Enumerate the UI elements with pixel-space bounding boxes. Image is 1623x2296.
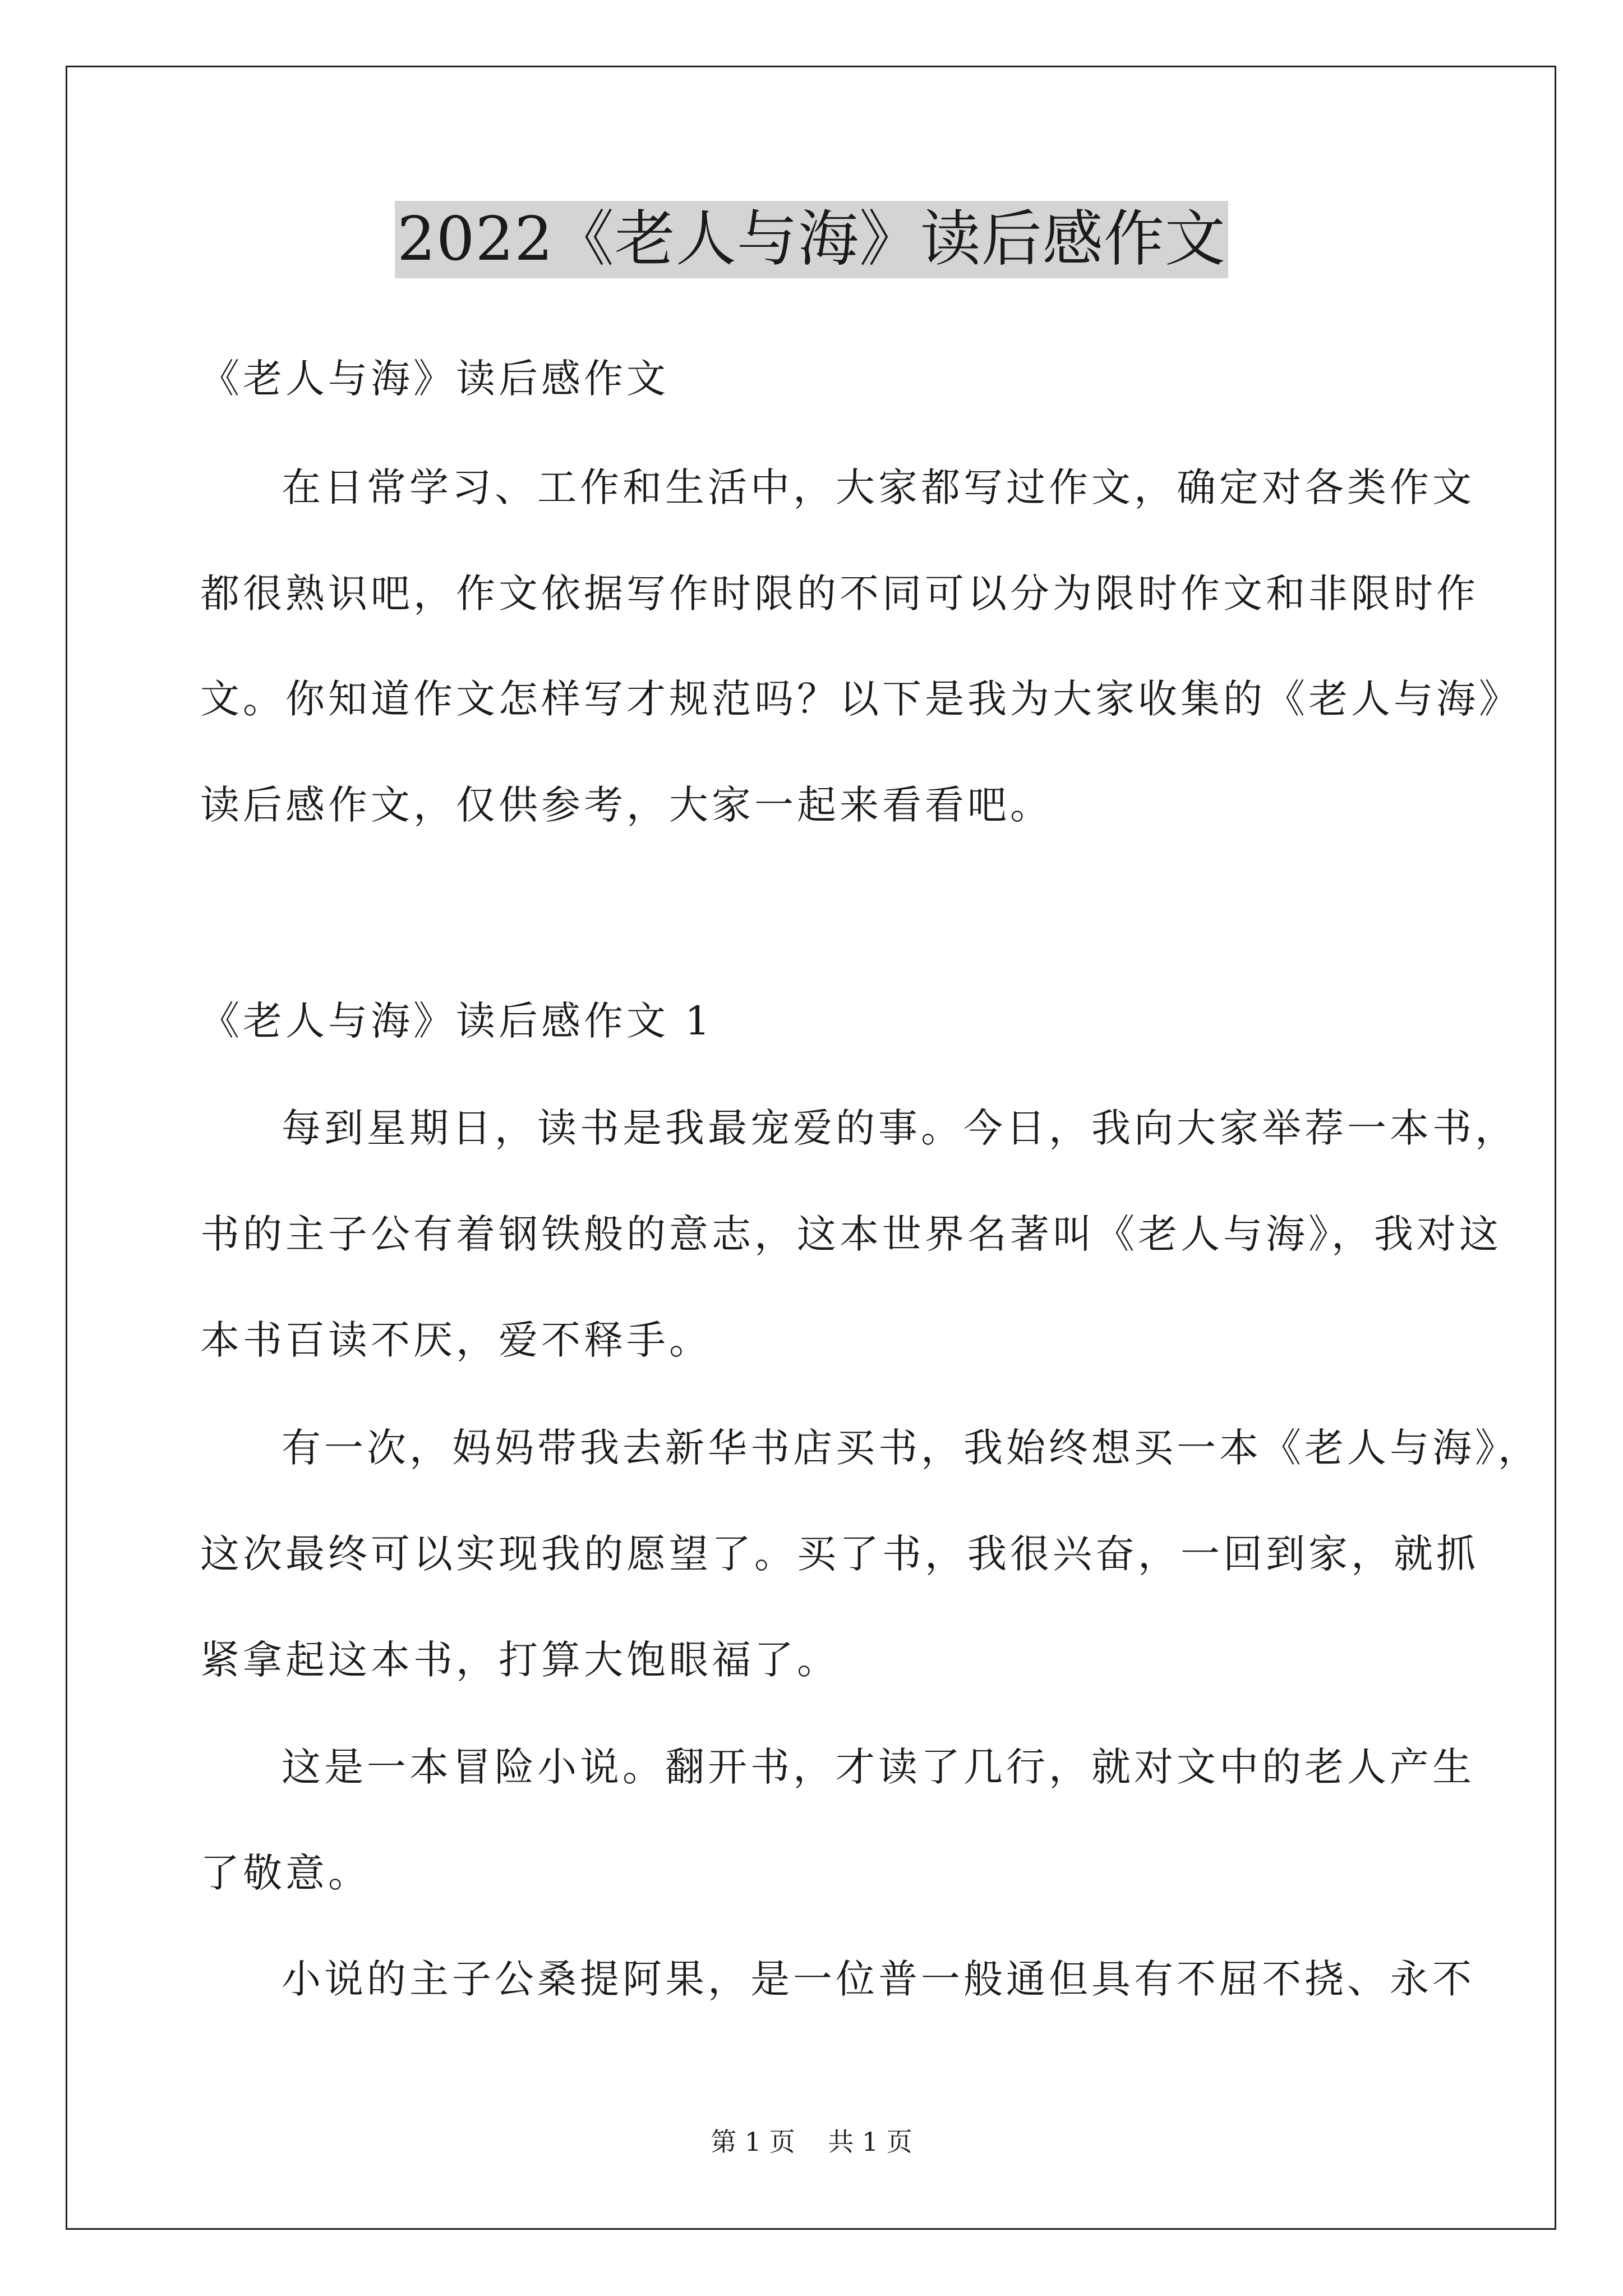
essay-paragraph-line: 每到星期日，读书是我最宠爱的事。今日，我向大家举荐一本书， [282,1105,1518,1151]
intro-paragraph-line: 都很熟识吧，作文依据写作时限的不同可以分为限时作文和非限时作 [200,570,1479,616]
intro-paragraph-line: 文。你知道作文怎样写才规范吗？以下是我为大家收集的《老人与海》 [200,676,1521,722]
essay-paragraph-line: 这是一本冒险小说。翻开书，才读了几行，就对文中的老人产生 [282,1744,1475,1790]
intro-heading: 《老人与海》读后感作文 [200,356,669,402]
document-title: 2022《老人与海》读后感作文 [395,201,1228,278]
page-number-footer: 第 1 页 共 1 页 [711,2127,912,2157]
essay-paragraph-line: 书的主子公有着钢铁般的意志，这本世界名著叫《老人与海》，我对这 [200,1211,1502,1257]
intro-paragraph-line: 在日常学习、工作和生活中，大家都写过作文，确定对各类作文 [282,464,1475,510]
title-container [0,201,1623,278]
essay-paragraph-line: 了敬意。 [200,1850,371,1896]
essay-paragraph-line: 本书百读不厌，爱不释手。 [200,1317,712,1363]
essay-paragraph-line: 紧拿起这本书，打算大饱眼福了。 [200,1637,840,1683]
intro-paragraph-line: 读后感作文，仅供参考，大家一起来看看吧。 [200,782,1053,828]
essay-1-heading: 《老人与海》读后感作文 1 [200,998,713,1044]
essay-paragraph-line: 有一次，妈妈带我去新华书店买书，我始终想买一本《老人与海》， [282,1425,1541,1471]
essay-paragraph-line: 这次最终可以实现我的愿望了。买了书，我很兴奋，一回到家，就抓 [200,1531,1479,1577]
essay-paragraph-line: 小说的主子公桑提阿果，是一位普一般通但具有不屈不挠、永不 [282,1956,1475,2002]
